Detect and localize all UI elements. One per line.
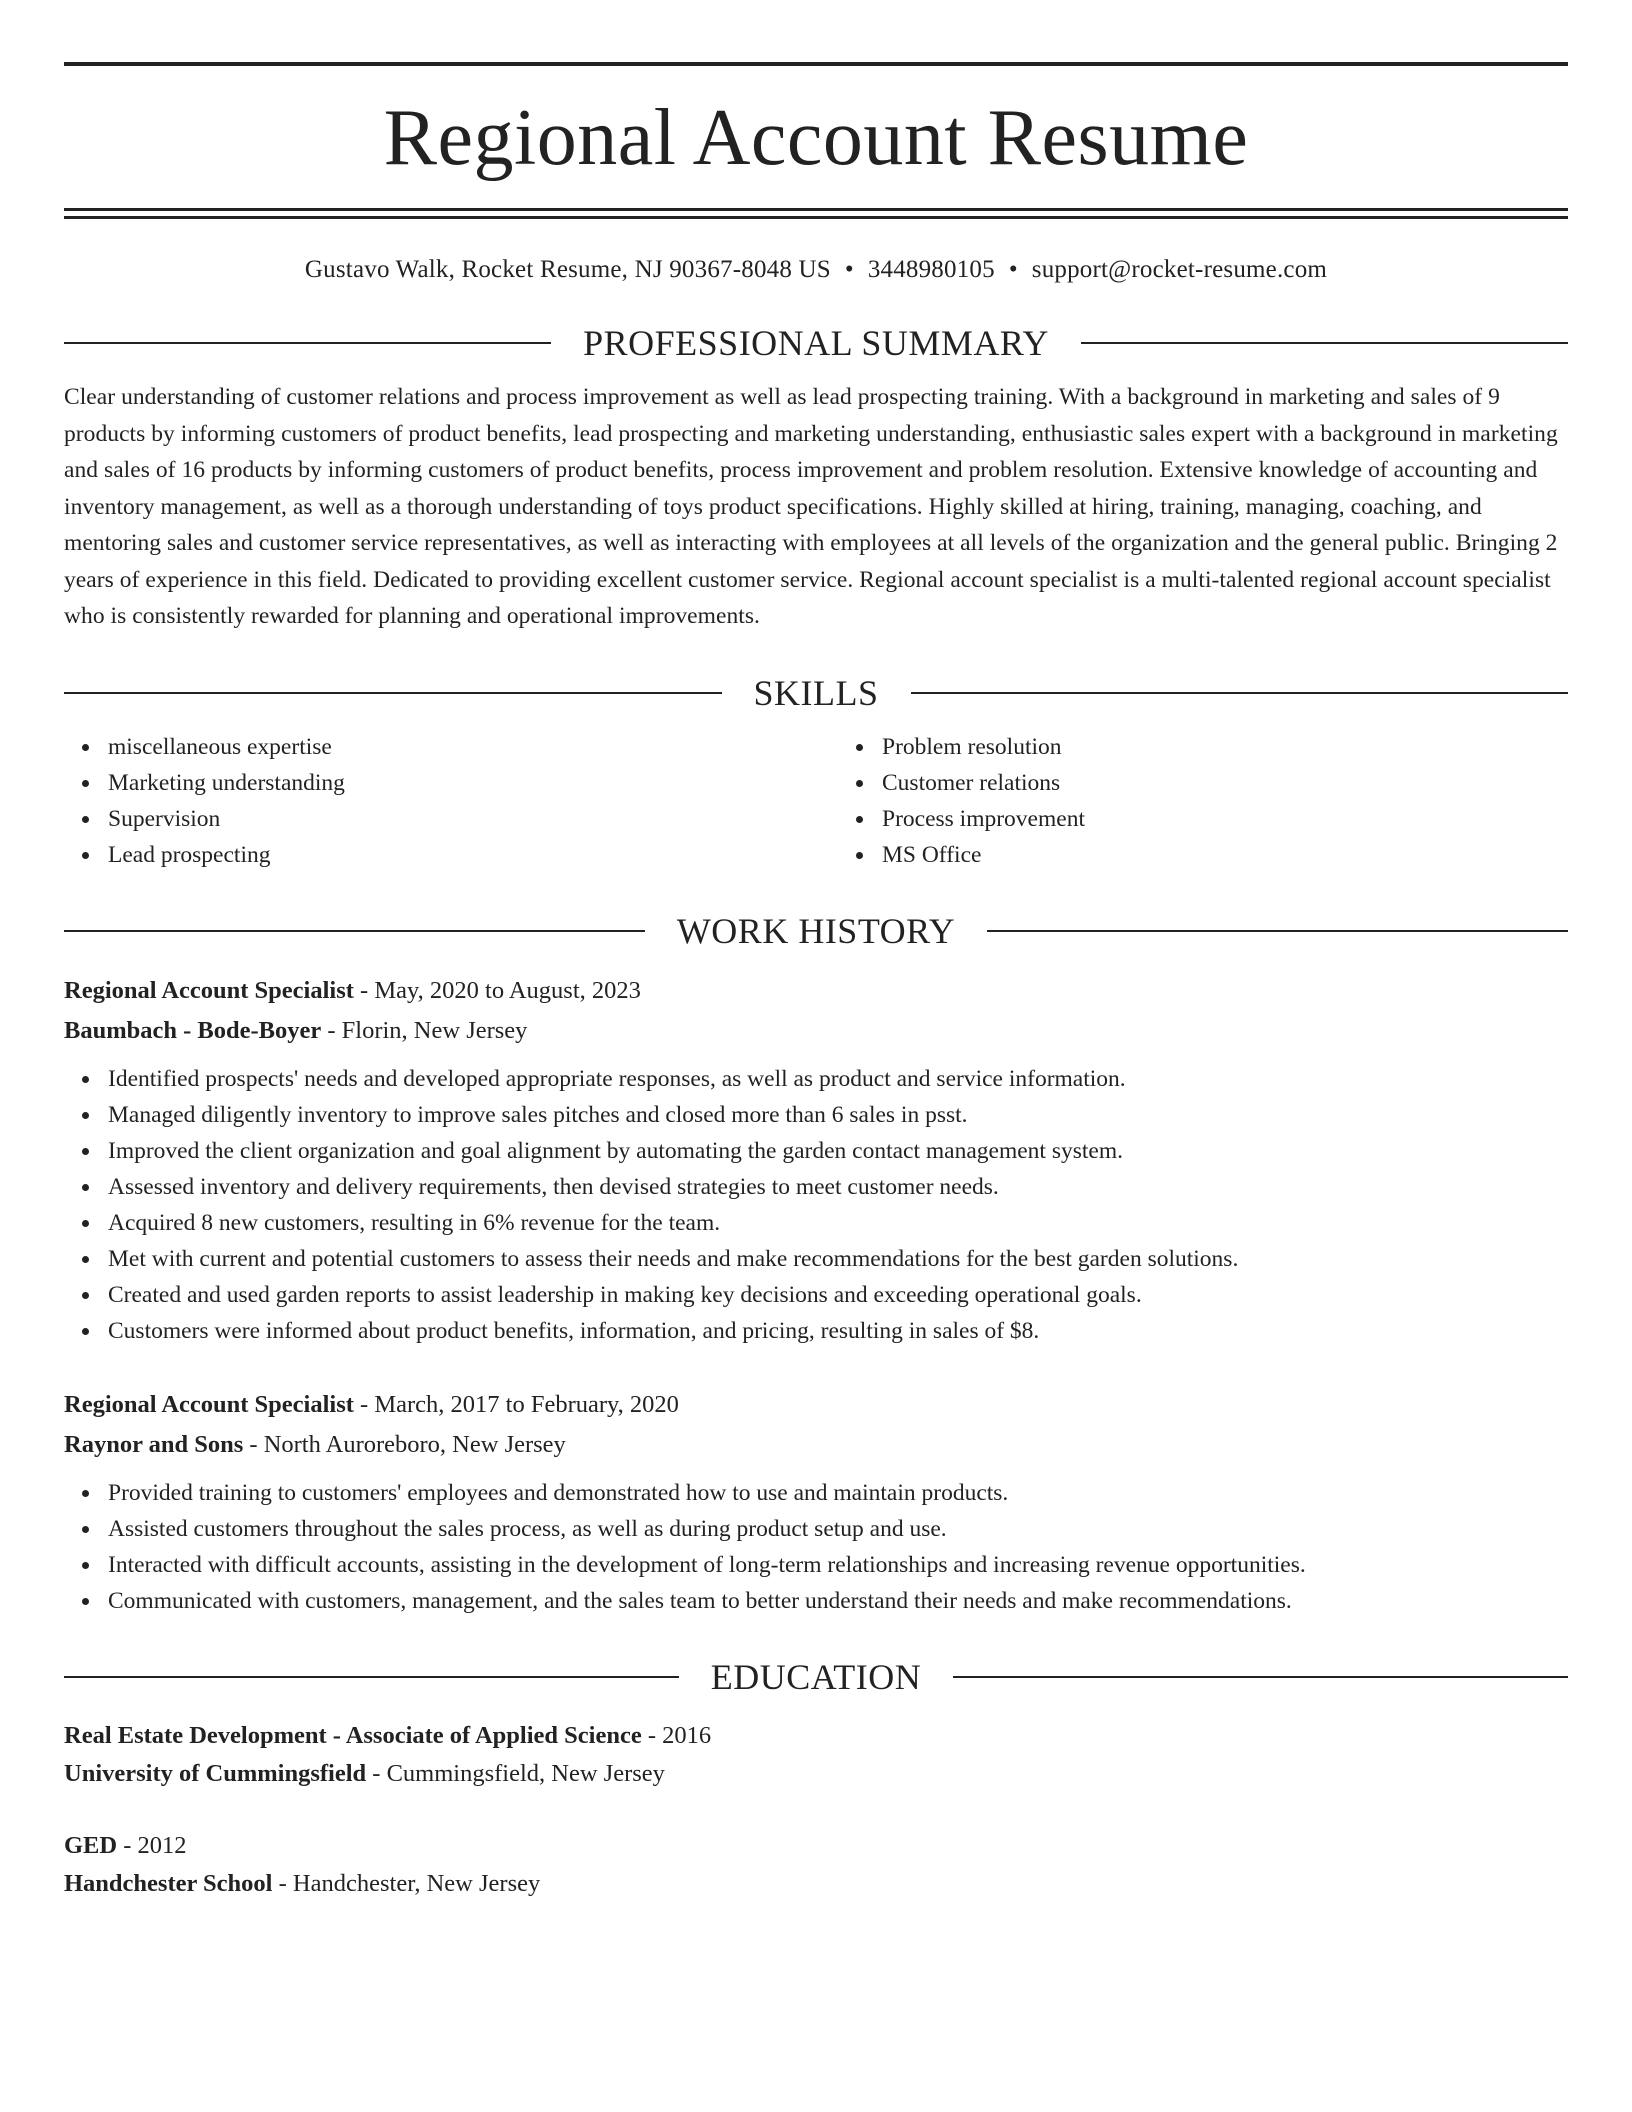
skill-item: Lead prospecting — [108, 837, 838, 873]
contact-phone: 3448980105 — [867, 256, 995, 283]
title-double-rule — [64, 208, 1568, 219]
job-bullet: Managed diligently inventory to improve sales pitches and closed more than 6 sales in psst. — [108, 1097, 1568, 1133]
job-bullet: Created and used garden reports to assist leadership in making key decisions and exceeding operational goals. — [108, 1277, 1568, 1313]
section-header-summary — [64, 325, 1568, 361]
section-title-summary: PROFESSIONAL SUMMARY — [583, 323, 1049, 363]
section-title-education: EDUCATION — [710, 1656, 922, 1697]
resume-page — [64, 0, 1568, 1903]
divider — [911, 692, 1569, 694]
job-title: Regional Account Specialist — [64, 1390, 354, 1418]
education-degree: Real Estate Development - Associate of Applied Science — [64, 1721, 642, 1749]
divider — [64, 692, 722, 694]
divider — [64, 342, 551, 344]
skill-item: Process improvement — [882, 801, 1568, 837]
education-location: - Cummingsfield, New Jersey — [366, 1759, 665, 1787]
education-location: - Handchester, New Jersey — [272, 1869, 541, 1897]
job-bullet: Interacted with difficult accounts, assisting in the development of long-term relationships and increasing revenue opportunities. — [108, 1547, 1568, 1583]
education-year: - 2012 — [117, 1831, 187, 1859]
job-dates: - March, 2017 to February, 2020 — [353, 1390, 679, 1418]
skill-item: Marketing understanding — [108, 765, 838, 801]
education-degree-line — [64, 1717, 1568, 1755]
job-company: Raynor and Sons — [64, 1430, 244, 1458]
contact-separator: • — [1008, 256, 1018, 283]
job-bullet: Customers were informed about product benefits, information, and pricing, resulting in sales of $8. — [108, 1313, 1568, 1349]
section-header-education — [64, 1656, 1568, 1697]
section-title-work: WORK HISTORY — [676, 910, 956, 951]
section-header-work — [64, 910, 1568, 951]
education-school: University of Cummingsfield — [64, 1759, 367, 1787]
skill-item: MS Office — [882, 837, 1568, 873]
job-company-line — [64, 1011, 1568, 1051]
contact-email: support@rocket-resume.com — [1031, 256, 1328, 283]
education-entry — [64, 1717, 1568, 1793]
divider — [987, 930, 1568, 932]
education-school: Handchester School — [64, 1869, 273, 1897]
education-year: - 2016 — [641, 1721, 712, 1749]
education-entry — [64, 1827, 1568, 1903]
job-location: - North Auroreboro, New Jersey — [243, 1430, 566, 1458]
job-bullet: Communicated with customers, management, and the sales team to better understand their needs and make recommendations. — [108, 1583, 1568, 1619]
education-degree-line — [64, 1827, 1568, 1865]
divider — [64, 1676, 679, 1678]
skills-list — [64, 729, 1568, 873]
job-company: Baumbach - Bode-Boyer — [64, 1016, 322, 1044]
divider — [64, 930, 645, 932]
skill-item: Supervision — [108, 801, 838, 837]
section-header-skills — [64, 672, 1568, 713]
education-school-line — [64, 1755, 1568, 1793]
summary-paragraph: Clear understanding of customer relations and process improvement as well as lead prospecting training. With a background in marketing and sales of 9 products by informing customers of product benefits, lead prospecting and marketing understanding, enthusiastic sales expert with a background in marketing and sales of 16 products by informing customers of product benefits, process improvement and problem resolution. Extensive knowledge of accounting and inventory management, as well as a thorough understanding of toys product specifications. Highly skilled at hiring, training, managing, coaching, and mentoring sales and customer service representatives, as well as interacting with employees at all levels of the organization and the general public. Bringing 2 years of experience in this field. Dedicated to providing excellent customer service. Regional account specialist is a multi-talented regional account specialist who is consistently rewarded for planning and operational improvements. — [64, 384, 1558, 629]
contact-address: Gustavo Walk, Rocket Resume, NJ 90367-8048 US — [304, 256, 831, 283]
job-title-line — [64, 1385, 1568, 1425]
education-degree: GED — [64, 1831, 118, 1859]
skills-column-left — [64, 729, 838, 873]
job-bullet: Identified prospects' needs and developed appropriate responses, as well as product and service information. — [108, 1061, 1568, 1097]
skill-item: miscellaneous expertise — [108, 729, 838, 765]
job-dates: - May, 2020 to August, 2023 — [353, 976, 641, 1004]
job-bullet: Provided training to customers' employees and demonstrated how to use and maintain products. — [108, 1475, 1568, 1511]
section-title-skills: SKILLS — [753, 672, 879, 713]
top-rule — [64, 62, 1568, 66]
page-title: Regional Account Resume — [383, 94, 1249, 182]
contact-line — [64, 255, 1568, 285]
job-bullet: Improved the client organization and goal alignment by automating the garden contact management system. — [108, 1133, 1568, 1169]
job-bullet: Acquired 8 new customers, resulting in 6% revenue for the team. — [108, 1205, 1568, 1241]
job-title: Regional Account Specialist — [64, 976, 354, 1004]
job-bullet: Met with current and potential customers to assess their needs and make recommendations for the best garden solutions. — [108, 1241, 1568, 1277]
contact-separator: • — [844, 256, 854, 283]
job-bullet: Assisted customers throughout the sales process, as well as during product setup and use. — [108, 1511, 1568, 1547]
job-bullets — [64, 1061, 1568, 1349]
skill-item: Problem resolution — [882, 729, 1568, 765]
job-bullet: Assessed inventory and delivery requirements, then devised strategies to meet customer needs. — [108, 1169, 1568, 1205]
job-location: - Florin, New Jersey — [321, 1016, 528, 1044]
job-entry — [64, 971, 1568, 1349]
job-title-line — [64, 971, 1568, 1011]
education-school-line — [64, 1865, 1568, 1903]
job-company-line — [64, 1425, 1568, 1465]
divider — [1081, 342, 1568, 344]
skill-item: Customer relations — [882, 765, 1568, 801]
skills-column-right — [838, 729, 1568, 873]
divider — [953, 1676, 1568, 1678]
job-entry — [64, 1385, 1568, 1619]
job-bullets — [64, 1475, 1568, 1619]
